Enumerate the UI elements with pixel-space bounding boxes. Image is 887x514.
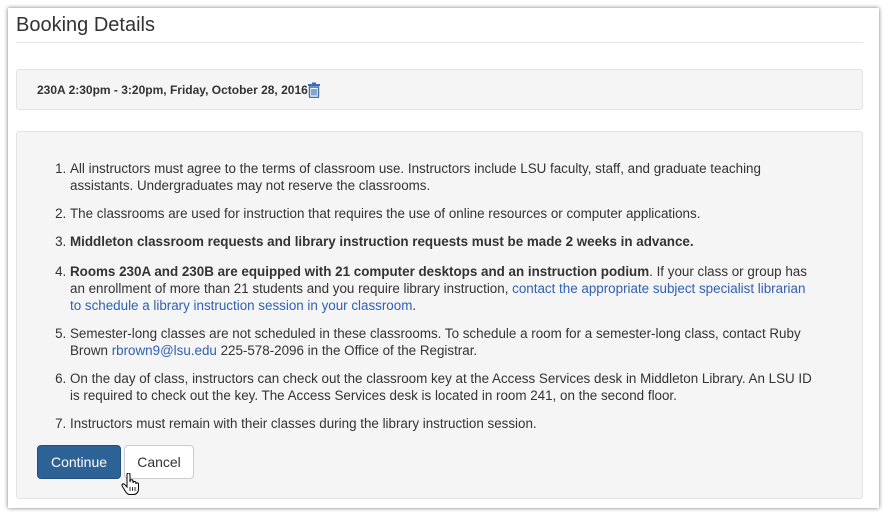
librarian-contact-link[interactable]: contact the appropriate subject specialist librarian to schedule a library instruction session in your classroom (70, 281, 806, 313)
continue-button[interactable]: Continue (37, 445, 121, 479)
hand-pointer-icon (121, 473, 139, 495)
terms-item-7 (70, 415, 817, 432)
terms-item-5-end: 225-578-2096 in the Office of the Registrar. (216, 343, 478, 358)
terms-item-5 (70, 325, 817, 359)
terms-item-2-text: The classrooms are used for instruction that requires the use of online resources or computer applications. (70, 206, 701, 221)
page-title: Booking Details (16, 14, 155, 36)
terms-item-3 (70, 233, 817, 250)
booking-summary-box (16, 69, 863, 110)
terms-item-1 (70, 160, 817, 194)
cancel-button[interactable]: Cancel (124, 445, 194, 479)
booking-details-panel (8, 8, 879, 508)
terms-item-3-text: Middleton classroom requests and library instruction requests must be made 2 weeks in advance. (70, 234, 694, 249)
terms-item-4-end: . (412, 298, 417, 313)
title-divider (16, 42, 863, 43)
terms-item-6 (70, 370, 817, 404)
booking-summary: 230A 2:30pm - 3:20pm, Friday, October 28, 2016 (37, 83, 308, 97)
terms-item-5-text: Semester-long classes are not scheduled in these classrooms. To schedule a room for a semester-long class, contact Ruby Brown (70, 326, 801, 358)
terms-panel (16, 131, 863, 499)
terms-item-1-text: All instructors must agree to the terms of classroom use. Instructors include LSU faculty, staff, and graduate teaching assistants. Undergraduates may not reserve the classrooms. (70, 161, 761, 193)
email-link[interactable]: rbrown9@lsu.edu (111, 343, 217, 358)
terms-item-4 (70, 263, 817, 314)
terms-item-4-text: . If your class or group has an enrollment of more than 21 students and you require library instruction, (70, 264, 807, 296)
terms-item-4-bold: Rooms 230A and 230B are equipped with 21 computer desktops and an instruction podium (70, 264, 650, 279)
terms-item-2 (70, 205, 817, 222)
terms-list (17, 160, 817, 443)
terms-item-6-text: On the day of class, instructors can check out the classroom key at the Access Services desk in Middleton Library. An LSU ID is required to check out the key. The Access Services desk is located in room 241, on the second floor. (70, 371, 812, 403)
terms-item-7-text: Instructors must remain with their classes during the library instruction session. (70, 416, 537, 431)
trash-icon[interactable] (307, 82, 321, 98)
